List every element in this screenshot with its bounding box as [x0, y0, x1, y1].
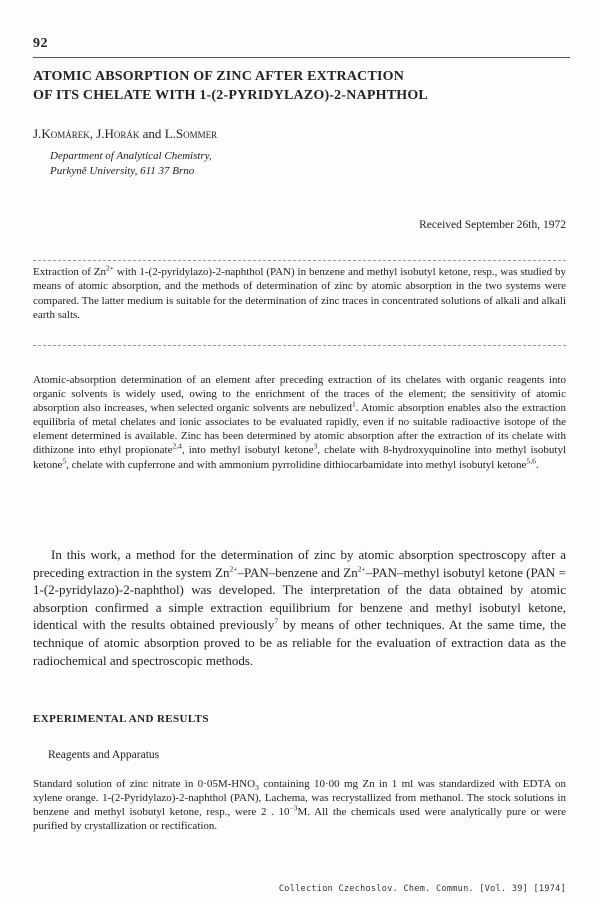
journal-footer: Collection Czechoslov. Chem. Commun. [Vol. 39] [1974]	[278, 884, 566, 894]
paragraph-text: –PAN–benzene and Zn	[237, 564, 358, 580]
abstract-text: with 1-(2-pyridylazo)-2-naphthol (PAN) in benzene and methyl isobutyl ketone, resp., was studied by means of atomic absorption, and the methods of determination of zinc by atomic absorption in the two systems were compared. The latter medium is suitable for the determination of zinc traces in concentrated solutions of alkali and alkali earth salts.	[33, 266, 567, 321]
paragraph-text: containing 10·00 mg Zn in 1 ml was standardized with EDTA on xylene orange. 1-(2-Pyridylazo)-2-naphthol (PAN), Lachema, was recrystallized from methanol. The stock solutions in benzene and methyl isobutyl ketone, resp., were 2 . 10	[33, 778, 566, 819]
abstract-bottom-rule	[33, 345, 566, 346]
section-heading: EXPERIMENTAL AND RESULTS	[33, 713, 209, 725]
reference-marker: 2,4	[172, 441, 182, 451]
author-1-surname: Komárek	[41, 126, 90, 141]
author-conjunction: and	[139, 126, 165, 141]
affiliation-line-1: Department of Analytical Chemistry,	[50, 150, 212, 162]
subsection-heading: Reagents and Apparatus	[48, 749, 160, 761]
charge-superscript: 2+	[229, 564, 238, 574]
charge-superscript: 2+	[106, 263, 115, 273]
work-paragraph	[33, 546, 566, 669]
paragraph-text: –PAN–methyl isobutyl ketone (PAN = 1-(2-pyridylazo)-2-naphthol) was developed. The interpretation of the data obtained by atomic absorption confirmed a simple extraction equilibrium for benzene and methyl isobutyl ketone, identical with the results obtained previously	[33, 564, 566, 633]
affiliation-line-2: Purkyně University, 611 37 Brno	[50, 165, 195, 177]
reference-marker: 1	[351, 399, 356, 409]
abstract-text: Extraction of Zn	[33, 266, 107, 278]
exponent-superscript: −3	[289, 803, 298, 813]
title-line-2: OF ITS CHELATE WITH 1-(2-PYRIDYLAZO)-2-NAPHTHOL	[33, 88, 428, 103]
author-2-initial: J.	[96, 126, 105, 141]
molar-unit: M	[297, 806, 308, 819]
page-number: 92	[33, 36, 48, 51]
paragraph-text: by means of other techniques. At the same time, the technique of atomic absorption proved to be as reliable for the evaluation of extraction data as the radiochemical and spectroscopic methods.	[33, 617, 566, 668]
formula-subscript: 3	[255, 783, 259, 793]
received-date: Received September 26th, 1972	[419, 219, 566, 231]
paragraph-text: Atomic-absorption determination of an element after preceding extraction of its chelates with organic reagents into organic solvents is widely used, owing to the enrichment of the traces of the element; the sensitivity of atomic absorption also increases, when selected organic solvents are nebulized	[33, 374, 566, 415]
paragraph-text: -HNO	[227, 778, 256, 790]
paragraph-text: , chelate with 8-hydroxyquinoline into methyl isobutyl ketone	[33, 444, 566, 471]
paragraph-text: .	[535, 458, 539, 471]
affiliation	[50, 149, 212, 179]
intro-paragraph	[33, 373, 566, 472]
title-line-1: ATOMIC ABSORPTION OF ZINC AFTER EXTRACTION	[33, 69, 405, 84]
reference-marker: 5,6	[526, 455, 536, 465]
reagents-paragraph	[33, 777, 566, 833]
paragraph-text: In this work, a method for the determination of zinc by atomic absorption spectroscopy after a preceding extraction in the system Zn	[33, 547, 566, 580]
header-rule	[33, 57, 570, 58]
paragraph-text: . All the chemicals used were analytically pure or were purified by crystallization or rectification.	[33, 806, 566, 833]
article-title	[33, 67, 553, 105]
author-list	[33, 126, 217, 142]
author-3-surname: Sommer	[175, 126, 218, 141]
molar-unit: M	[217, 778, 228, 790]
author-2-surname: Horák	[104, 126, 140, 141]
paragraph-text: Standard solution of zinc nitrate in 0·05	[33, 778, 218, 790]
paragraph-text: , chelate with cupferrone and with ammonium pyrrolidine dithiocarbamidate into methyl isobutyl ketone	[66, 458, 527, 471]
reference-marker: 7	[274, 617, 279, 627]
author-separator: ,	[89, 126, 97, 141]
abstract-top-rule	[33, 260, 566, 261]
author-1-initial: J.	[33, 126, 42, 141]
paragraph-text: . Atomic absorption enables also the extraction equilibria of metal chelates and ionic associates to be evaluated rapidly, even if no suitable radioactive isotope of the element determined is available. Zinc has been determined by atomic absorption after the extraction of its chelate with dithizone into ethyl propionate	[33, 402, 566, 457]
charge-superscript: 2+	[357, 564, 366, 574]
reference-marker: 3	[313, 441, 318, 451]
abstract	[33, 265, 566, 322]
author-3-initial: L.	[164, 126, 176, 141]
reference-marker: 5	[62, 455, 67, 465]
paragraph-text: , into methyl isobutyl ketone	[181, 444, 314, 457]
